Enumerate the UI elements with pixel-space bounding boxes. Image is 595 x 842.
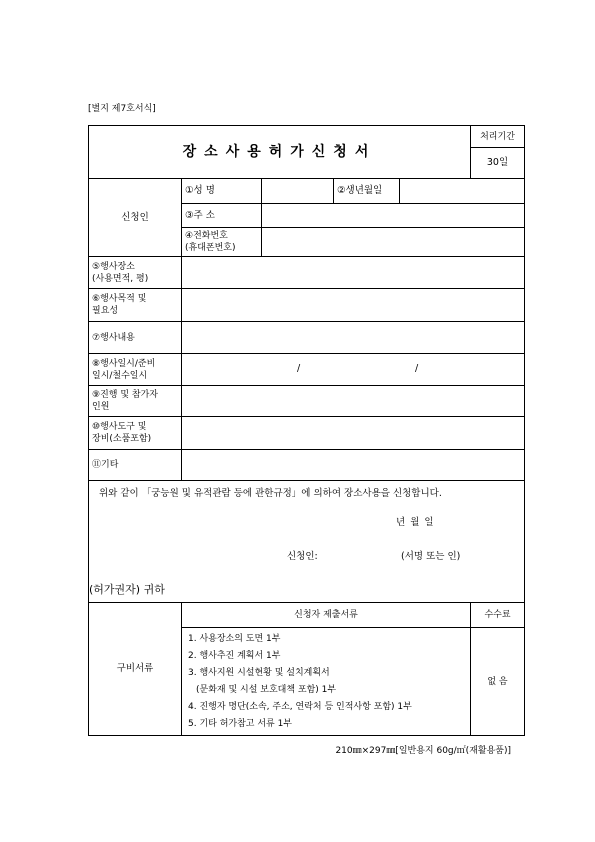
purpose-label-line1: ⑥행사목적 및 bbox=[92, 294, 147, 304]
schedule-field[interactable] bbox=[182, 354, 525, 386]
schedule-label bbox=[89, 354, 182, 386]
docs-group-label: 구비서류 bbox=[89, 603, 182, 736]
purpose-label bbox=[89, 289, 182, 322]
applicant-sign-label: 신청인: bbox=[287, 551, 318, 562]
staff-field[interactable] bbox=[182, 386, 525, 417]
staff-label-line1: ⑨진행 및 참가자 bbox=[92, 390, 158, 400]
birth-field[interactable] bbox=[400, 179, 525, 204]
phone-field[interactable] bbox=[262, 228, 525, 257]
schedule-separator-2: / bbox=[415, 363, 419, 374]
staff-label-line2: 인원 bbox=[92, 402, 110, 412]
other-label: ⑪기타 bbox=[89, 450, 182, 481]
form-title: 장소사용허가신청서 bbox=[89, 126, 471, 179]
doc-item: 1. 사용장소의 도면 1부 bbox=[188, 633, 281, 644]
schedule-label-line2: 일시/철수일시 bbox=[92, 370, 148, 381]
doc-item: 4. 진행자 명단(소속, 주소, 연락처 등 인적사항 포함) 1부 bbox=[188, 701, 412, 712]
equipment-label-line2: 장비(소품포함) bbox=[92, 434, 152, 444]
applicant-group-label: 신청인 bbox=[89, 179, 182, 257]
declaration-date: 년 월 일 bbox=[396, 517, 435, 528]
other-field[interactable] bbox=[182, 450, 525, 481]
recipient-line: (허가권자) 귀하 bbox=[89, 583, 165, 596]
content-field[interactable] bbox=[182, 322, 525, 354]
venue-label bbox=[89, 257, 182, 289]
signature-placeholder: (서명 또는 인) bbox=[401, 551, 461, 562]
venue-field[interactable] bbox=[182, 257, 525, 289]
doc-item: 5. 기타 허가참고 서류 1부 bbox=[188, 718, 293, 729]
name-field[interactable] bbox=[262, 179, 334, 204]
docs-header: 신청자 제출서류 bbox=[182, 603, 471, 628]
phone-label-line2: (휴대폰번호) bbox=[185, 243, 236, 253]
form-number-label: [별지 제7호서식] bbox=[88, 104, 156, 114]
declaration-block bbox=[89, 481, 525, 603]
venue-label-line2: (사용면적, 평) bbox=[92, 273, 149, 284]
equipment-label-line1: ⑩행사도구 및 bbox=[92, 422, 147, 432]
purpose-label-line2: 필요성 bbox=[92, 306, 119, 316]
doc-item: 3. 행사지원 시설현황 및 설치계획서 bbox=[188, 667, 330, 678]
address-field[interactable] bbox=[262, 204, 525, 228]
name-label: ①성 명 bbox=[182, 179, 262, 204]
application-form bbox=[88, 125, 525, 736]
phone-label bbox=[182, 228, 262, 257]
equipment-field[interactable] bbox=[182, 417, 525, 450]
venue-label-line1: ⑤행사장소 bbox=[92, 261, 135, 272]
staff-label bbox=[89, 386, 182, 417]
birth-label: ②생년월일 bbox=[334, 179, 400, 204]
declaration-text: 위와 같이 「궁능원 및 유적관람 등에 관한규정」에 의하여 장소사용을 신청합니다. bbox=[99, 488, 442, 499]
paper-spec-footer: 210㎜×297㎜[일반용지 60g/㎡(재활용품)] bbox=[335, 746, 511, 756]
fee-header: 수수료 bbox=[471, 603, 525, 628]
address-label: ③주 소 bbox=[182, 204, 262, 228]
equipment-label bbox=[89, 417, 182, 450]
content-label: ⑦행사내용 bbox=[89, 322, 182, 354]
processing-period-label: 처리기간 bbox=[471, 126, 525, 148]
docs-list bbox=[182, 628, 471, 736]
schedule-label-line1: ⑧행사일시/준비 bbox=[92, 358, 156, 369]
processing-period-value: 30일 bbox=[471, 148, 525, 179]
schedule-separator-1: / bbox=[297, 363, 301, 374]
doc-item: 2. 행사추진 계획서 1부 bbox=[188, 650, 281, 661]
fee-value: 없 음 bbox=[471, 628, 525, 736]
doc-item: (문화재 및 시설 보호대책 포함) 1부 bbox=[196, 684, 337, 695]
purpose-field[interactable] bbox=[182, 289, 525, 322]
phone-label-line1: ④전화번호 bbox=[185, 231, 228, 241]
